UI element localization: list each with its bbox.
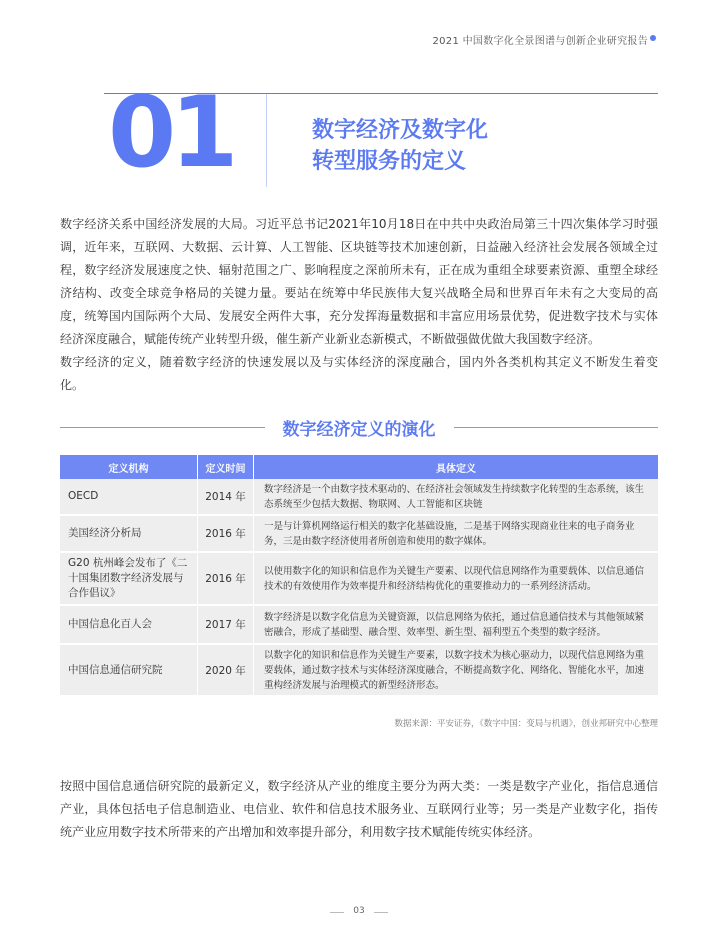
definition-table: [60, 455, 658, 697]
year-cell: 2016 年: [198, 516, 254, 553]
org-cell: 美国经济分析局: [60, 516, 198, 553]
org-cell: OECD: [60, 479, 198, 516]
report-header-title: 2021 中国数字化全景图谱与创新企业研究报告: [432, 36, 648, 47]
definition-paragraph: 数字经济的定义，随着数字经济的快速发展以及与实体经济的深度融合，国内外各类机构其定义不断发生着变化。: [60, 355, 658, 392]
chapter-heading-line1: 数字经济及数字化: [312, 118, 489, 143]
definition-cell: 一是与计算机网络运行相关的数字化基础设施，二是基于网络实现商业往来的电子商务业务，三是由数字经济使用者所创造和使用的数字媒体。: [254, 516, 658, 553]
table-row: [60, 516, 658, 553]
data-source-note: 数据来源：平安证券，《数字中国：变局与机遇》，创业邦研究中心整理: [394, 719, 658, 729]
org-cell: G20 杭州峰会发布了《二十国集团数字经济发展与合作倡议》: [60, 553, 198, 606]
year-cell: 2016 年: [198, 553, 254, 606]
definition-cell: 数字经济是以数字化信息为关键资源，以信息网络为依托，通过信息通信技术与其他领域紧密融合，形成了基础型、融合型、效率型、新生型、福利型五个类型的数字经济。: [254, 606, 658, 645]
table-row: [60, 553, 658, 606]
chapter-number: 01: [108, 76, 233, 190]
org-cell: 中国信息化百人会: [60, 606, 198, 645]
page-number: 03: [353, 906, 365, 916]
chapter-heading: [312, 115, 488, 177]
definition-cell: 以使用数字化的知识和信息作为关键生产要素、以现代信息网络作为重要载体、以信息通信技术的有效使用作为效率提升和经济结构优化的重要推动力的一系列经济活动。: [254, 553, 658, 606]
chapter-heading-line2: 转型服务的定义: [312, 149, 467, 174]
definition-cell: 数字经济是一个由数字技术驱动的、在经济社会领域发生持续数字化转型的生态系统，该生态系统至少包括大数据、物联网、人工智能和区块链: [254, 479, 658, 516]
section-title: 数字经济定义的演化: [282, 420, 436, 440]
header-dot-icon: [650, 35, 656, 41]
year-cell: 2020 年: [198, 645, 254, 697]
year-cell: 2014 年: [198, 479, 254, 516]
intro-paragraph: 数字经济关系中国经济发展的大局。习近平总书记2021年10月18日在中共中央政治局第三十四次集体学习时强调，近年来，互联网、大数据、云计算、人工智能、区块链等技术加速创新，日益融入经济社会发展各领域全过程，数字经济发展速度之快、辐射范围之广、影响程度之深前所未有，正在成为重组全球要素资源、重塑全球经济结构、改变全球竞争格局的关键力量。要站在统筹中华民族伟大复兴战略全局和世界百年未有之大变局的高度，统筹国内国际两个大局、发展安全两件大事，充分发挥海量数据和丰富应用场景优势，促进数字技术与实体经济深度融合，赋能传统产业转型升级，催生新产业新业态新模式，不断做强做优做大我国数字经济。: [60, 217, 658, 346]
classification-paragraph: 按照中国信息通信研究院的最新定义，数字经济从产业的维度主要分为两大类：一类是数字产业化，指信息通信产业，具体包括电子信息制造业、电信业、软件和信息技术服务业、互联网行业等；另一类是产业数字化，指传统产业应用数字技术所带来的产出增加和效率提升部分，利用数字技术赋能传统实体经济。: [60, 779, 658, 839]
table-header-row: [60, 455, 658, 479]
header-org: 定义机构: [60, 455, 198, 479]
header-definition: 具体定义: [254, 455, 658, 479]
header-year: 定义时间: [198, 455, 254, 479]
table-row: [60, 479, 658, 516]
table-row: [60, 645, 658, 697]
definition-cell: 以数字化的知识和信息作为关键生产要素，以数字技术为核心驱动力，以现代信息网络为重要载体，通过数字技术与实体经济深度融合，不断提高数字化、网络化、智能化水平，加速重构经济发展与治理模式的新型经济形态。: [254, 645, 658, 697]
year-cell: 2017 年: [198, 606, 254, 645]
org-cell: 中国信息通信研究院: [60, 645, 198, 697]
table-row: [60, 606, 658, 645]
